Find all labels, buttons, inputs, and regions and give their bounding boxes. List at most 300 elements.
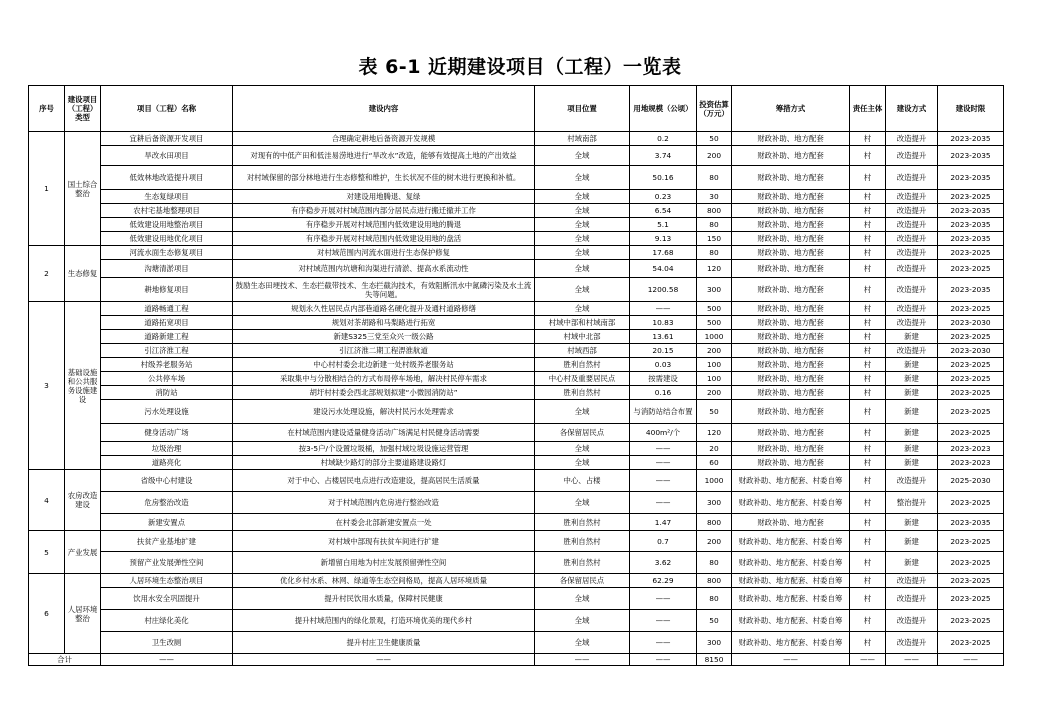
investment-cell: 80 [697,588,732,610]
owner-cell: 村 [850,610,886,632]
investment-cell: 120 [697,424,732,442]
content-cell: 鼓励生态田埂技术、生态拦截带技术、生态拦截沟技术，有效阻断汛水中氮磷污染及水土流失等问题。 [233,278,535,302]
area-cell: —— [630,470,697,492]
investment-cell: 50 [697,610,732,632]
funding-cell: 财政补助、地方配套 [732,190,850,204]
period-cell: 2023-2035 [938,146,1004,166]
owner-cell: 村 [850,190,886,204]
area-cell: 6.54 [630,204,697,218]
group-type-cell: 农房改造建设 [65,470,101,531]
owner-cell: 村 [850,442,886,456]
period-cell: 2023-2025 [938,260,1004,278]
location-cell: 全域 [535,442,630,456]
table-row [29,531,1004,552]
content-cell: 在村委会北部新建安置点一处 [233,514,535,531]
content-cell: 有序稳步开展对村域范围内低效建设用地的盘活 [233,232,535,246]
location-cell: 全域 [535,588,630,610]
funding-cell: 财政补助、地方配套、村委自筹 [732,610,850,632]
investment-cell: 500 [697,316,732,330]
construction-mode-cell: 改造提升 [886,232,938,246]
project-name-cell: 河流水面生态修复项目 [101,246,233,260]
owner-cell: 村 [850,552,886,574]
period-cell: 2023-2025 [938,400,1004,424]
period-cell: 2023-2035 [938,218,1004,232]
content-cell: 对村域范围内河流水面进行生态保护修复 [233,246,535,260]
period-cell: 2023-2025 [938,574,1004,588]
location-cell: 胜利自然村 [535,358,630,372]
content-cell: 提升村庄卫生健康质量 [233,632,535,654]
area-cell: 13.61 [630,330,697,344]
period-cell: 2023-2030 [938,316,1004,330]
group-type-cell: 国土综合整治 [65,132,101,246]
period-cell: 2023-2035 [938,514,1004,531]
project-name-cell: 危房整治改造 [101,492,233,514]
owner-cell: 村 [850,278,886,302]
owner-cell: 村 [850,132,886,146]
investment-cell: 80 [697,166,732,190]
project-name-cell: 耕地修复项目 [101,278,233,302]
total-area-cell: —— [630,654,697,666]
project-name-cell: 低效建设用地优化项目 [101,232,233,246]
location-cell: 全域 [535,246,630,260]
area-cell: —— [630,442,697,456]
funding-cell: 财政补助、地方配套 [732,514,850,531]
funding-cell: 财政补助、地方配套 [732,316,850,330]
area-cell: 3.74 [630,146,697,166]
investment-cell: 800 [697,204,732,218]
period-cell: 2023-2035 [938,278,1004,302]
project-name-cell: 饮用水安全巩固提升 [101,588,233,610]
funding-cell: 财政补助、地方配套 [732,400,850,424]
construction-mode-cell: 改造提升 [886,146,938,166]
total-row [29,654,1004,666]
investment-cell: 80 [697,246,732,260]
total-investment-cell: 8150 [697,654,732,666]
table-row [29,218,1004,232]
investment-cell: 1000 [697,330,732,344]
owner-cell: 村 [850,588,886,610]
project-name-cell: 村级养老服务站 [101,358,233,372]
header-cell: 用地规模（公顷） [630,86,697,132]
construction-mode-cell: 改造提升 [886,610,938,632]
owner-cell: 村 [850,246,886,260]
total-funding-cell: —— [732,654,850,666]
table-title: 表 6-1 近期建设项目（工程）一览表 [358,56,682,78]
period-cell: 2023-2025 [938,246,1004,260]
period-cell: 2023-2025 [938,492,1004,514]
total-label-cell: 合计 [29,654,101,666]
funding-cell: 财政补助、地方配套 [732,232,850,246]
total-construction-mode-cell: —— [886,654,938,666]
location-cell: 村域西部 [535,344,630,358]
funding-cell: 财政补助、地方配套、村委自筹 [732,588,850,610]
owner-cell: 村 [850,632,886,654]
construction-mode-cell: 改造提升 [886,190,938,204]
table-row [29,316,1004,330]
owner-cell: 村 [850,218,886,232]
construction-mode-cell: 改造提升 [886,588,938,610]
content-cell: 对现有的中低产田和低洼易涝地进行“旱改水”改造，能够有效提高土地的产出效益 [233,146,535,166]
content-cell: 中心村村委会北边新建一处村级养老服务站 [233,358,535,372]
investment-cell: 80 [697,218,732,232]
group-number-cell: 1 [29,132,65,246]
content-cell: 建设污水处理设施，解决村民污水处理需求 [233,400,535,424]
period-cell: 2023-2025 [938,372,1004,386]
area-cell: 与消防站结合布置 [630,400,697,424]
construction-mode-cell: 新建 [886,330,938,344]
group-type-cell: 人居环境整治 [65,574,101,654]
area-cell: 5.1 [630,218,697,232]
owner-cell: 村 [850,424,886,442]
content-cell: 对村域中部现有扶贫车间进行扩建 [233,531,535,552]
construction-mode-cell: 新建 [886,442,938,456]
table-row [29,514,1004,531]
area-cell: 54.04 [630,260,697,278]
period-cell: 2023-2035 [938,132,1004,146]
project-name-cell: 生态复绿项目 [101,190,233,204]
period-cell: 2023-2025 [938,552,1004,574]
area-cell: 3.62 [630,552,697,574]
period-cell: 2023-2025 [938,330,1004,344]
location-cell: 全域 [535,278,630,302]
project-name-cell: 卫生改厕 [101,632,233,654]
location-cell: 中心村及重要居民点 [535,372,630,386]
table-row [29,400,1004,424]
funding-cell: 财政补助、地方配套 [732,132,850,146]
location-cell: 全域 [535,400,630,424]
period-cell: 2023-2025 [938,386,1004,400]
content-cell: 对村域范围内坑塘和沟渠进行清淤、提高水系流动性 [233,260,535,278]
group-number-cell: 2 [29,246,65,302]
investment-cell: 800 [697,514,732,531]
table-row [29,232,1004,246]
project-name-cell: 宜耕后备资源开发项目 [101,132,233,146]
location-cell: 全域 [535,260,630,278]
investment-cell: 30 [697,190,732,204]
table-row [29,632,1004,654]
content-cell: 合理确定耕地后备资源开发规模 [233,132,535,146]
owner-cell: 村 [850,316,886,330]
content-cell: 提升村域范围内的绿化景观，打造环境优美的现代乡村 [233,610,535,632]
project-name-cell: 公共停车场 [101,372,233,386]
header-cell: 建设时限 [938,86,1004,132]
period-cell: 2023-2025 [938,302,1004,316]
header-row [29,86,1004,132]
construction-mode-cell: 新建 [886,514,938,531]
table-row [29,260,1004,278]
owner-cell: 村 [850,260,886,278]
content-cell: 采取集中与分散相结合的方式布局停车场地，解决村民停车需求 [233,372,535,386]
investment-cell: 200 [697,344,732,358]
funding-cell: 财政补助、地方配套 [732,204,850,218]
construction-mode-cell: 改造提升 [886,166,938,190]
location-cell: 全域 [535,232,630,246]
area-cell: 0.03 [630,358,697,372]
period-cell: 2023-2025 [938,588,1004,610]
location-cell: 村域中北部 [535,330,630,344]
content-cell: 规划永久性居民点内部巷道路名硬化提升及通村道路修缮 [233,302,535,316]
total-project-name-cell: —— [101,654,233,666]
table-row [29,204,1004,218]
header-cell: 责任主体 [850,86,886,132]
table-row [29,492,1004,514]
investment-cell: 300 [697,278,732,302]
construction-mode-cell: 改造提升 [886,260,938,278]
construction-mode-cell: 新建 [886,386,938,400]
owner-cell: 村 [850,146,886,166]
owner-cell: 村 [850,574,886,588]
group-number-cell: 3 [29,302,65,470]
header-cell: 建设内容 [233,86,535,132]
project-name-cell: 沟塘清淤项目 [101,260,233,278]
funding-cell: 财政补助、地方配套 [732,372,850,386]
owner-cell: 村 [850,166,886,190]
total-location-cell: —— [535,654,630,666]
investment-cell: 300 [697,632,732,654]
period-cell: 2023-2023 [938,456,1004,470]
investment-cell: 200 [697,531,732,552]
location-cell: 中心、占楼 [535,470,630,492]
area-cell: 62.29 [630,574,697,588]
area-cell: 9.13 [630,232,697,246]
group-number-cell: 5 [29,531,65,574]
content-cell: 优化乡村水系、林网、绿道等生态空间格局，提高人居环境质量 [233,574,535,588]
location-cell: 胜利自然村 [535,514,630,531]
construction-mode-cell: 改造提升 [886,470,938,492]
content-cell: 引江济淮二期工程淠淮航道 [233,344,535,358]
construction-mode-cell: 改造提升 [886,302,938,316]
table-row [29,610,1004,632]
construction-mode-cell: 改造提升 [886,278,938,302]
content-cell: 新建S325三党至众兴一级公路 [233,330,535,344]
group-type-cell: 产业发展 [65,531,101,574]
funding-cell: 财政补助、地方配套、村委自筹 [732,531,850,552]
funding-cell: 财政补助、地方配套 [732,166,850,190]
table-row [29,372,1004,386]
location-cell: 各保留居民点 [535,574,630,588]
table-row [29,302,1004,316]
area-cell: 0.16 [630,386,697,400]
content-cell: 胡圩村村委会西北部规划拟建“小微园消防站” [233,386,535,400]
location-cell: 胜利自然村 [535,386,630,400]
project-name-cell: 健身活动广场 [101,424,233,442]
owner-cell: 村 [850,372,886,386]
location-cell: 全域 [535,632,630,654]
table-row [29,588,1004,610]
construction-mode-cell: 改造提升 [886,218,938,232]
location-cell: 村域中部和村域南部 [535,316,630,330]
investment-cell: 800 [697,574,732,588]
period-cell: 2023-2035 [938,232,1004,246]
content-cell: 提升村民饮用水质量，保障村民健康 [233,588,535,610]
total-content-cell: —— [233,654,535,666]
construction-mode-cell: 新建 [886,552,938,574]
project-name-cell: 垃圾治理 [101,442,233,456]
construction-mode-cell: 改造提升 [886,574,938,588]
content-cell: 有序稳步开展对村域范围内部分居民点进行搬迁撤并工作 [233,204,535,218]
header-cell: 建设方式 [886,86,938,132]
content-cell: 对村域保留的部分林地进行生态修整和维护，生长状况不佳的树木进行更换和补植。 [233,166,535,190]
period-cell: 2023-2025 [938,358,1004,372]
investment-cell: 20 [697,442,732,456]
funding-cell: 财政补助、地方配套 [732,386,850,400]
period-cell: 2023-2023 [938,442,1004,456]
investment-cell: 100 [697,358,732,372]
table-row [29,246,1004,260]
period-cell: 2023-2025 [938,531,1004,552]
table-row [29,166,1004,190]
funding-cell: 财政补助、地方配套 [732,424,850,442]
funding-cell: 财政补助、地方配套 [732,146,850,166]
investment-cell: 200 [697,386,732,400]
project-table [28,85,1004,666]
construction-mode-cell: 改造提升 [886,632,938,654]
project-name-cell: 农村宅基地整理项目 [101,204,233,218]
table-row [29,386,1004,400]
investment-cell: 50 [697,400,732,424]
project-name-cell: 村庄绿化美化 [101,610,233,632]
group-number-cell: 4 [29,470,65,531]
header-cell: 项目位置 [535,86,630,132]
period-cell: 2023-2035 [938,204,1004,218]
construction-mode-cell: 新建 [886,372,938,386]
table-row [29,574,1004,588]
table-body [29,132,1004,666]
group-type-cell: 基础设施和公共服务设施建设 [65,302,101,470]
project-name-cell: 省级中心村建设 [101,470,233,492]
construction-mode-cell: 改造提升 [886,246,938,260]
period-cell: 2023-2035 [938,166,1004,190]
location-cell: 胜利自然村 [535,552,630,574]
project-name-cell: 引江济淮工程 [101,344,233,358]
location-cell: 全域 [535,146,630,166]
project-name-cell: 道路拓宽项目 [101,316,233,330]
area-cell: 1200.58 [630,278,697,302]
table-row [29,470,1004,492]
area-cell: —— [630,302,697,316]
content-cell: 在村域范围内建设适量健身活动广场满足村民健身活动需要 [233,424,535,442]
location-cell: 胜利自然村 [535,531,630,552]
owner-cell: 村 [850,330,886,344]
location-cell: 全域 [535,204,630,218]
funding-cell: 财政补助、地方配套 [732,278,850,302]
table-row [29,358,1004,372]
table-row [29,132,1004,146]
investment-cell: 60 [697,456,732,470]
content-cell: 对于中心、占楼居民电点进行改造建设，提高居民生活质量 [233,470,535,492]
owner-cell: 村 [850,531,886,552]
header-cell: 投资估算（万元） [697,86,732,132]
content-cell: 按3-5户/个设置垃圾桶，加强村域垃圾设施运营管理 [233,442,535,456]
content-cell: 规划对茶胡路和马梨路进行拓宽 [233,316,535,330]
content-cell: 村域缺少路灯的部分主要道路建设路灯 [233,456,535,470]
area-cell: 1.47 [630,514,697,531]
funding-cell: 财政补助、地方配套、村委自筹 [732,552,850,574]
construction-mode-cell: 新建 [886,424,938,442]
table-row [29,552,1004,574]
project-name-cell: 旱改水田项目 [101,146,233,166]
period-cell: 2023-2025 [938,610,1004,632]
content-cell: 新增留白用地为村庄发展预留弹性空间 [233,552,535,574]
location-cell: 全域 [535,166,630,190]
construction-mode-cell: 新建 [886,456,938,470]
area-cell: 按需建设 [630,372,697,386]
project-name-cell: 道路新建工程 [101,330,233,344]
area-cell: —— [630,610,697,632]
owner-cell: 村 [850,232,886,246]
area-cell: 0.7 [630,531,697,552]
funding-cell: 财政补助、地方配套、村委自筹 [732,574,850,588]
owner-cell: 村 [850,492,886,514]
funding-cell: 财政补助、地方配套 [732,218,850,232]
area-cell: 20.15 [630,344,697,358]
location-cell: 全域 [535,190,630,204]
funding-cell: 财政补助、地方配套、村委自筹 [732,492,850,514]
funding-cell: 财政补助、地方配套 [732,442,850,456]
funding-cell: 财政补助、地方配套 [732,246,850,260]
area-cell: 0.23 [630,190,697,204]
location-cell: 各保留居民点 [535,424,630,442]
period-cell: 2025-2030 [938,470,1004,492]
investment-cell: 500 [697,302,732,316]
table-row [29,278,1004,302]
period-cell: 2023-2025 [938,190,1004,204]
area-cell: 17.68 [630,246,697,260]
owner-cell: 村 [850,456,886,470]
area-cell: —— [630,632,697,654]
investment-cell: 120 [697,260,732,278]
area-cell: —— [630,588,697,610]
project-name-cell: 消防站 [101,386,233,400]
group-number-cell: 6 [29,574,65,654]
investment-cell: 1000 [697,470,732,492]
project-name-cell: 道路畅通工程 [101,302,233,316]
content-cell: 对建设用地腾退、复绿 [233,190,535,204]
total-owner-cell: —— [850,654,886,666]
area-cell: 0.2 [630,132,697,146]
investment-cell: 50 [697,132,732,146]
header-cell: 建设项目（工程）类型 [65,86,101,132]
owner-cell: 村 [850,358,886,372]
funding-cell: 财政补助、地方配套 [732,330,850,344]
header-cell: 序号 [29,86,65,132]
table-row [29,442,1004,456]
table-row [29,456,1004,470]
project-name-cell: 预留产业发展弹性空间 [101,552,233,574]
owner-cell: 村 [850,204,886,218]
investment-cell: 80 [697,552,732,574]
location-cell: 村域南部 [535,132,630,146]
funding-cell: 财政补助、地方配套 [732,302,850,316]
investment-cell: 100 [697,372,732,386]
period-cell: 2023-2030 [938,344,1004,358]
content-cell: 对于村域范围内危房进行整治改造 [233,492,535,514]
area-cell: 10.83 [630,316,697,330]
location-cell: 全域 [535,218,630,232]
construction-mode-cell: 改造提升 [886,204,938,218]
investment-cell: 300 [697,492,732,514]
location-cell: 全域 [535,492,630,514]
construction-mode-cell: 新建 [886,400,938,424]
construction-mode-cell: 改造提升 [886,344,938,358]
construction-mode-cell: 新建 [886,358,938,372]
content-cell: 有序稳步开展对村域范围内低效建设用地的腾退 [233,218,535,232]
owner-cell: 村 [850,344,886,358]
project-name-cell: 新建安置点 [101,514,233,531]
group-type-cell: 生态修复 [65,246,101,302]
area-cell: 50.16 [630,166,697,190]
table-row [29,146,1004,166]
